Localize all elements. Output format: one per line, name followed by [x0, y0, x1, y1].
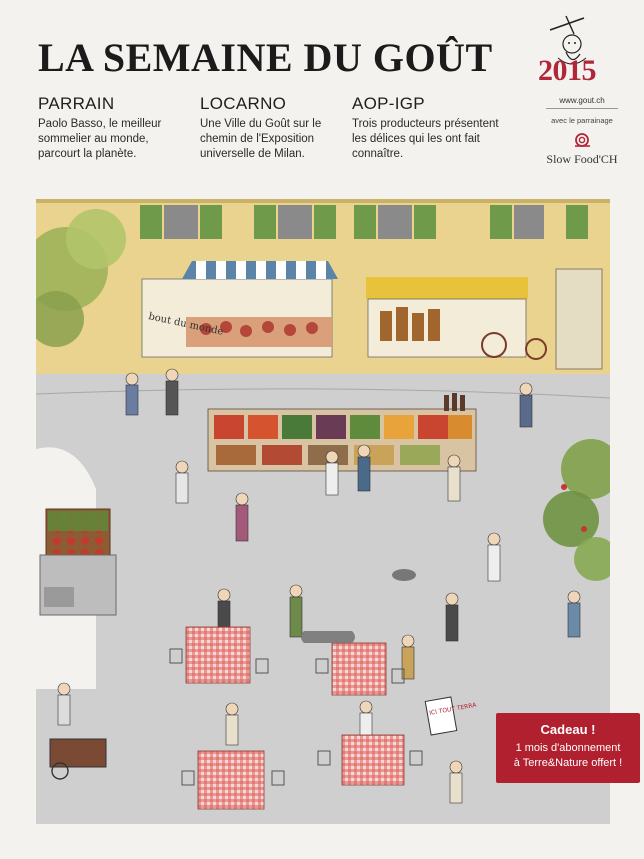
column-body: Trois producteurs présentent les délices qui les ont fait connaître. [352, 118, 499, 160]
column-heading: PARRAIN [38, 94, 115, 113]
masthead-title: LA SEMAINE DU GOÛT [38, 35, 493, 80]
building-windows [140, 205, 588, 239]
promo-title: Cadeau ! [540, 722, 596, 737]
year-logo: 2015 [538, 54, 596, 87]
column-parrain [38, 94, 188, 162]
column-heading: LOCARNO [200, 94, 287, 113]
column-aop-igp [352, 94, 512, 162]
column-heading: AOP-IGP [352, 94, 425, 113]
column-body: Paolo Basso, le meilleur sommelier au monde, parcourt la planète. [38, 118, 162, 160]
snail-logo-icon [573, 132, 591, 148]
sandwich-board-sign: ICI TOUT TERRA [428, 701, 477, 717]
website-url: www.gout.ch [546, 96, 618, 109]
shop-sign: bout du monde [147, 311, 225, 338]
brand-block [528, 14, 630, 184]
column-body: Une Ville du Goût sur le chemin de l'Exposition universelle de Milan. [200, 118, 322, 160]
column-locarno [200, 94, 350, 162]
promo-badge[interactable] [496, 713, 640, 783]
sponsor-caption: avec le parrainage [551, 116, 613, 125]
sponsor-name: Slow Food'CH [546, 152, 618, 166]
promo-text: 1 mois d'abonnement à Terre&Nature offert ! [513, 742, 623, 769]
